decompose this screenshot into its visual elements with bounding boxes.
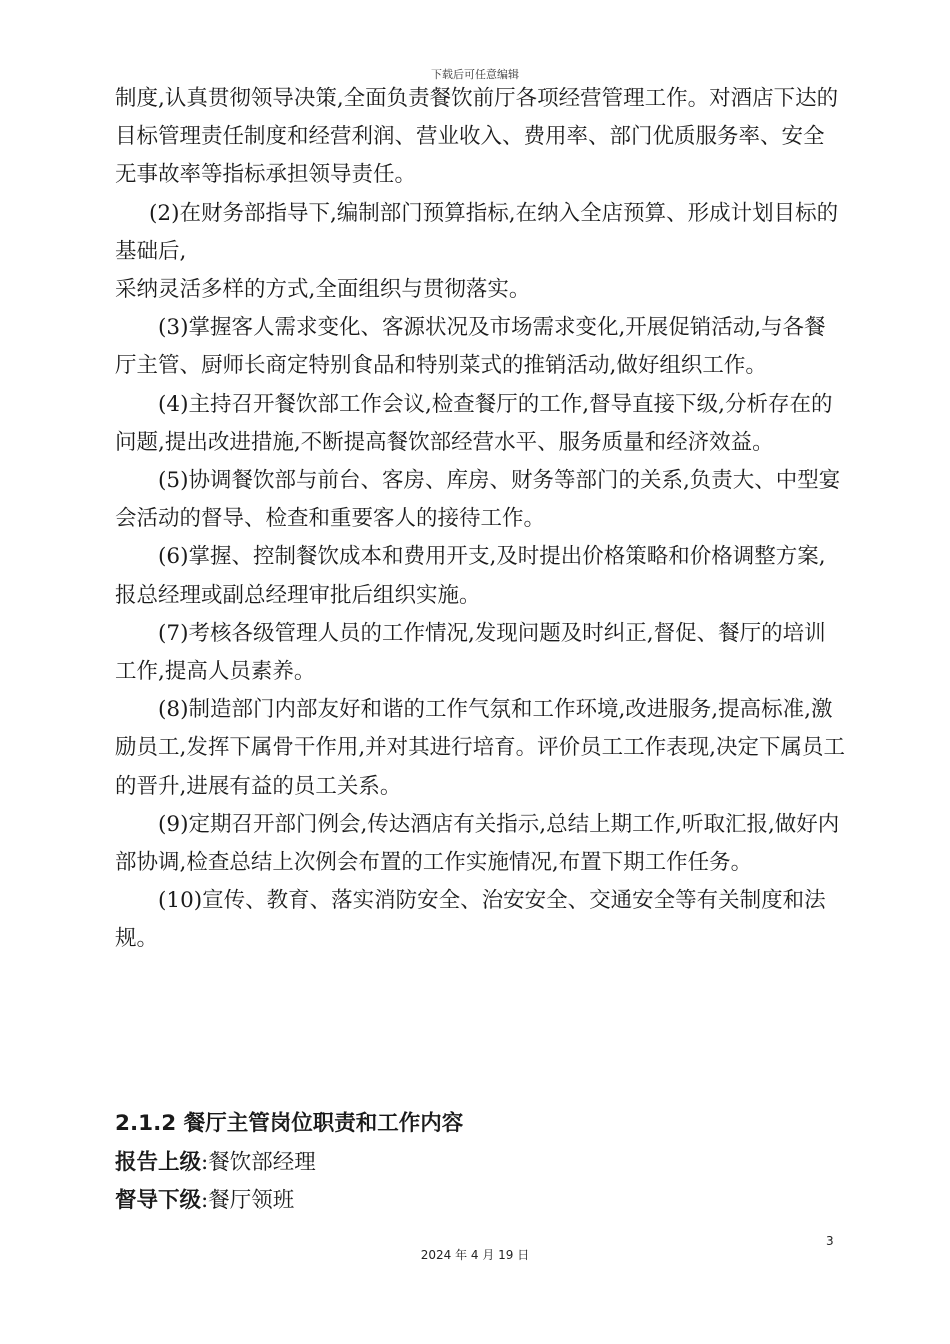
- paragraph-9: (8)制造部门内部友好和谐的工作气氛和工作环境,改进服务,提高标准,激励员工,发挥下属骨干作用,并对其进行培育。评价员工工作表现,决定下属员工的晋升,进展有益的员工关系。: [115, 697, 846, 799]
- supervise-value: 餐厅领班: [208, 1188, 295, 1213]
- report-to-value: 餐饮部经理: [208, 1150, 316, 1175]
- report-to-line: [115, 1145, 845, 1181]
- paragraph-1: 制度,认真贯彻领导决策,全面负责餐饮前厅各项经营管理工作。对酒店下达的目标管理责任制度和经营利润、营业收入、费用率、部门优质服务率、安全无事故率等指标承担领导责任。: [115, 86, 839, 188]
- paragraph-8: (7)考核各级管理人员的工作情况,发现问题及时纠正,督促、餐厅的培训工作,提高人员素养。: [115, 620, 826, 685]
- report-to-label: 报告上级: [115, 1150, 202, 1175]
- supervise-label: 督导下级: [115, 1188, 202, 1213]
- section-heading: 2.1.2 餐厅主管岗位职责和工作内容: [115, 1111, 464, 1136]
- paragraph-2: (2)在财务部指导下,编制部门预算指标,在纳入全店预算、形成计划目标的基础后,: [115, 200, 839, 264]
- paragraph-10: (9)定期召开部门例会,传达酒店有关指示,总结上期工作,听取汇报,做好内部协调,检查总结上次例会布置的工作实施情况,布置下期工作任务。: [115, 811, 840, 876]
- paragraph-5: (4)主持召开餐饮部工作会议,检查餐厅的工作,督导直接下级,分析存在的问题,提出改进措施,不断提高餐饮部经营水平、服务质量和经济效益。: [115, 391, 833, 455]
- paragraph-4: (3)掌握客人需求变化、客源状况及市场需求变化,开展促销活动,与各餐厅主管、厨师长商定特别食品和特别菜式的推销活动,做好组织工作。: [115, 315, 826, 379]
- header-note: 下载后可任意编辑: [431, 68, 519, 81]
- document-body: [115, 80, 845, 959]
- paragraph-7: (6)掌握、控制餐饮成本和费用开支,及时提出价格策略和价格调整方案,报总经理或副总经理审批后组织实施。: [115, 544, 826, 608]
- page-number: 3: [826, 1234, 834, 1248]
- paragraph-3: 采纳灵活多样的方式,全面组织与贯彻落实。: [115, 277, 531, 303]
- paragraph-6: (5)协调餐饮部与前台、客房、库房、财务等部门的关系,负责大、中型宴会活动的督导、检查和重要客人的接待工作。: [115, 468, 841, 532]
- supervise-separator: :: [201, 1188, 209, 1213]
- paragraph-11: (10)宣传、教育、落实消防安全、治安安全、交通安全等有关制度和法规。: [115, 888, 826, 952]
- supervise-line: [115, 1183, 845, 1219]
- report-to-separator: :: [201, 1150, 209, 1175]
- footer-date: 2024 年 4 月 19 日: [420, 1248, 530, 1262]
